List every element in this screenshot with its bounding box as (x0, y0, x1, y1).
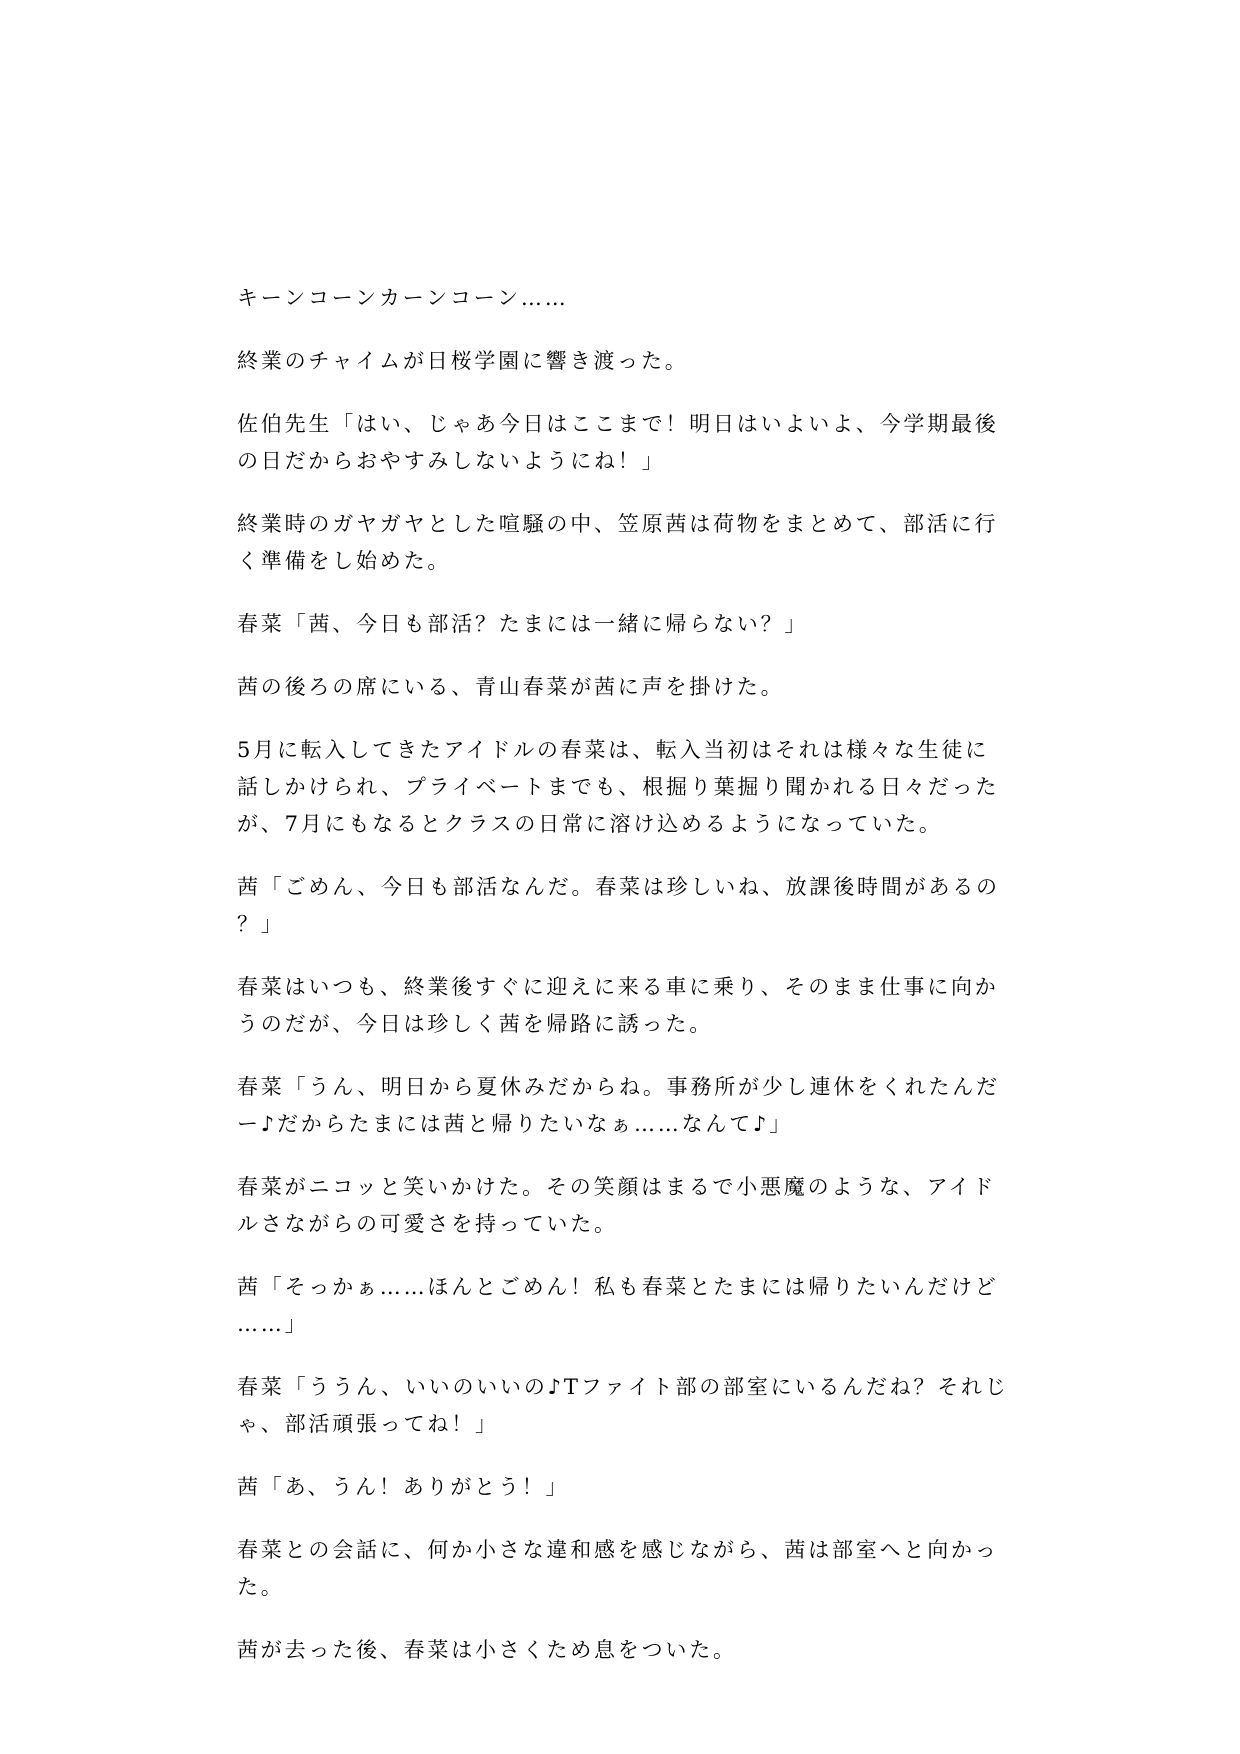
paragraph-dialogue: 茜「ごめん、今日も部活なんだ。春菜は珍しいね、放課後時間があるの？」 (237, 875, 1000, 936)
paragraph-dialogue: 春菜「ううん、いいのいいの♪Tファイト部の部室にいるんだね？それじゃ、部活頑張ってね！」 (237, 1375, 1009, 1436)
paragraph-narration: 5月に転入してきたアイドルの春菜は、転入当初はそれは様々な生徒に話しかけられ、プライベートまでも、根掘り葉掘り聞かれる日々だったが、7月にもなるとクラスの日常に溶け込めるようになっていた。 (237, 738, 1000, 836)
paragraph-dialogue: 茜「そっかぁ……ほんとごめん！私も春菜とたまには帰りたいんだけど……」 (237, 1275, 999, 1336)
paragraph-narration: 茜の後ろの席にいる、青山春菜が茜に声を掛けた。 (237, 675, 785, 699)
paragraph-dialogue: 春菜「茜、今日も部活？たまには一緒に帰らない？」 (237, 612, 809, 636)
paragraph-narration: 茜が去った後、春菜は小さくため息をついた。 (237, 1638, 737, 1662)
story-text (237, 280, 1012, 1695)
paragraph-narration: 終業のチャイムが日桜学園に響き渡った。 (237, 349, 689, 373)
paragraph-narration: 終業時のガヤガヤとした喧騒の中、笠原茜は荷物をまとめて、部活に行く準備をし始めた。 (237, 512, 999, 573)
paragraph-dialogue: 佐伯先生「はい、じゃあ今日はここまで！明日はいよいよ、今学期最後の日だからおやすみしないようにね！」 (237, 412, 999, 473)
paragraph-narration: 春菜との会話に、何か小さな違和感を感じながら、茜は部室へと向かった。 (237, 1538, 999, 1599)
paragraph-dialogue: 茜「あ、うん！ありがとう！」 (237, 1475, 570, 1499)
paragraph-narration: 春菜はいつも、終業後すぐに迎えに来る車に乗り、そのまま仕事に向かうのだが、今日は珍しく茜を帰路に誘った。 (237, 975, 999, 1036)
paragraph-dialogue: 春菜「うん、明日から夏休みだからね。事務所が少し連休をくれたんだー♪だからたまには茜と帰りたいなぁ……なんて♪」 (237, 1075, 1000, 1136)
paragraph-narration: 春菜がニコッと笑いかけた。その笑顔はまるで小悪魔のような、アイドルさながらの可愛さを持っていた。 (237, 1175, 997, 1236)
paragraph-chime: キーンコーンカーンコーン…… (237, 286, 569, 310)
